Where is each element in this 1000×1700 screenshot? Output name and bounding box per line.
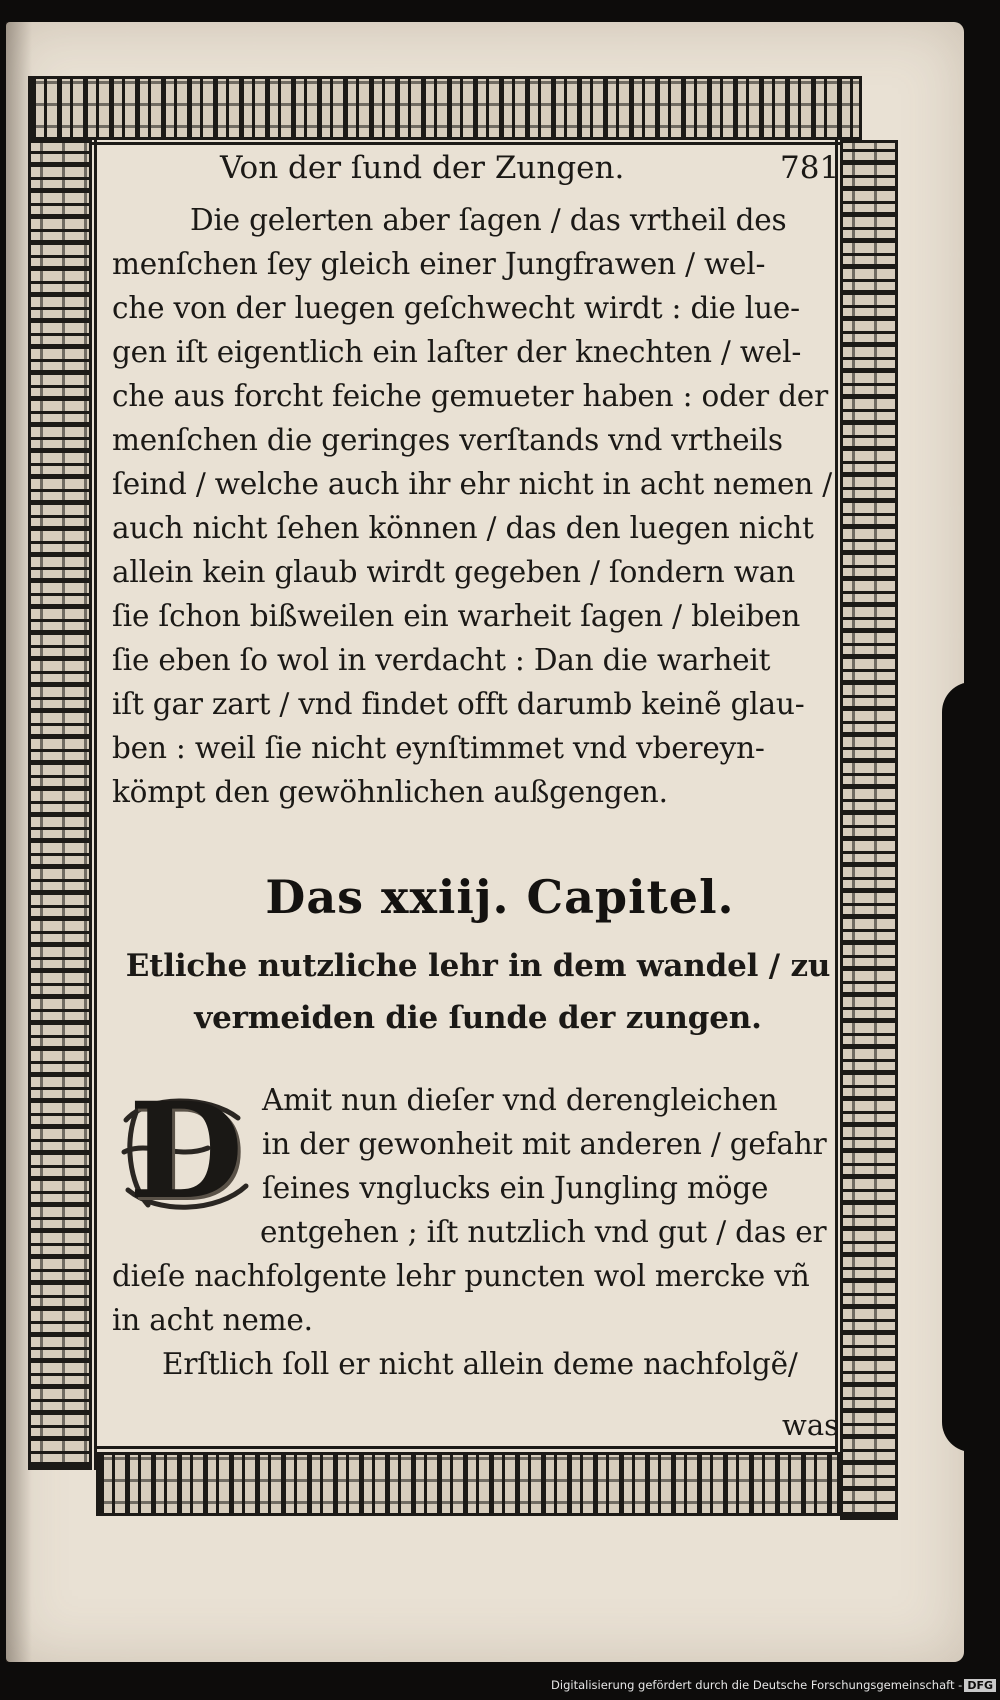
page-number: 781	[780, 150, 840, 186]
digitization-credit	[551, 1678, 996, 1692]
left-ornamental-border	[28, 140, 92, 1470]
text-line: Amit nun dieſer vnd derengleichen	[262, 1083, 778, 1117]
top-ornamental-border	[28, 76, 862, 140]
dfg-logo: DFG	[964, 1679, 996, 1692]
text-line: Die gelerten aber ſagen / das vrtheil des	[190, 203, 787, 237]
text-line: dieſe nachfolgente lehr puncten wol mercke vñ	[112, 1259, 810, 1293]
text-line: gen iſt eigentlich ein laſter der knechten / wel-	[112, 335, 802, 369]
text-line: in der gewonheit mit anderen / gefahr	[262, 1127, 827, 1161]
subtitle-line: Etliche nutzliche lehr in dem wandel / zu	[125, 948, 831, 984]
text-line: entgehen ; iſt nutzlich vnd gut / das er	[260, 1215, 827, 1249]
paragraph-1	[112, 198, 832, 814]
text-line: kömpt den gewöhnlichen außgengen.	[112, 775, 668, 809]
chapter-title: Das xxiij. Capitel.	[265, 870, 735, 924]
page-edge-shadow	[942, 682, 976, 1452]
text-line: che von der luegen geſchwecht wirdt : die lue-	[112, 291, 800, 325]
text-line: Erſtlich ſoll er nicht allein deme nachfolgẽ/	[162, 1347, 798, 1381]
text-line: menſchen die geringes verſtands vnd vrtheils	[112, 423, 783, 457]
text-line: iſt gar zart / vnd findet offt darumb keinẽ glau-	[112, 687, 805, 721]
paragraph-2	[112, 1074, 832, 1386]
running-head-title: Von der ſund der Zungen.	[220, 150, 625, 186]
catchword: was	[782, 1408, 839, 1442]
text-line: ſeind / welche auch ihr ehr nicht in acht nemen /	[112, 467, 832, 501]
chapter-subtitle	[118, 940, 838, 1044]
right-ornamental-border	[840, 140, 898, 1520]
text-line: ſeines vnglucks ein Jungling möge	[262, 1171, 769, 1205]
decorated-initial: D	[128, 1074, 244, 1229]
text-line: ſie ſchon bißweilen ein warheit ſagen / bleiben	[112, 599, 801, 633]
top-border-rule	[28, 142, 862, 145]
text-line: menſchen ſey gleich einer Jungfrawen / wel-	[112, 247, 766, 281]
text-line: auch nicht ſehen können / das den luegen nicht	[112, 511, 814, 545]
left-border-rule	[94, 140, 97, 1470]
text-line: in acht neme.	[112, 1303, 313, 1337]
text-line: ben : weil ſie nicht eynſtimmet vnd vbereyn-	[112, 731, 765, 765]
text-line: che aus forcht feiche gemueter haben : oder der	[112, 379, 828, 413]
text-line: allein kein glaub wirdt gegeben / ſondern wan	[112, 555, 795, 589]
bottom-border-rule	[96, 1446, 836, 1449]
right-border-rule	[835, 140, 838, 1470]
subtitle-line: vermeiden die ſunde der zungen.	[194, 1000, 762, 1036]
bottom-ornamental-border	[96, 1452, 840, 1516]
text-line: ſie eben ſo wol in verdacht : Dan die warheit	[112, 643, 771, 677]
credit-text: Digitalisierung gefördert durch die Deutsche Forschungsgemeinschaft -	[551, 1678, 963, 1692]
